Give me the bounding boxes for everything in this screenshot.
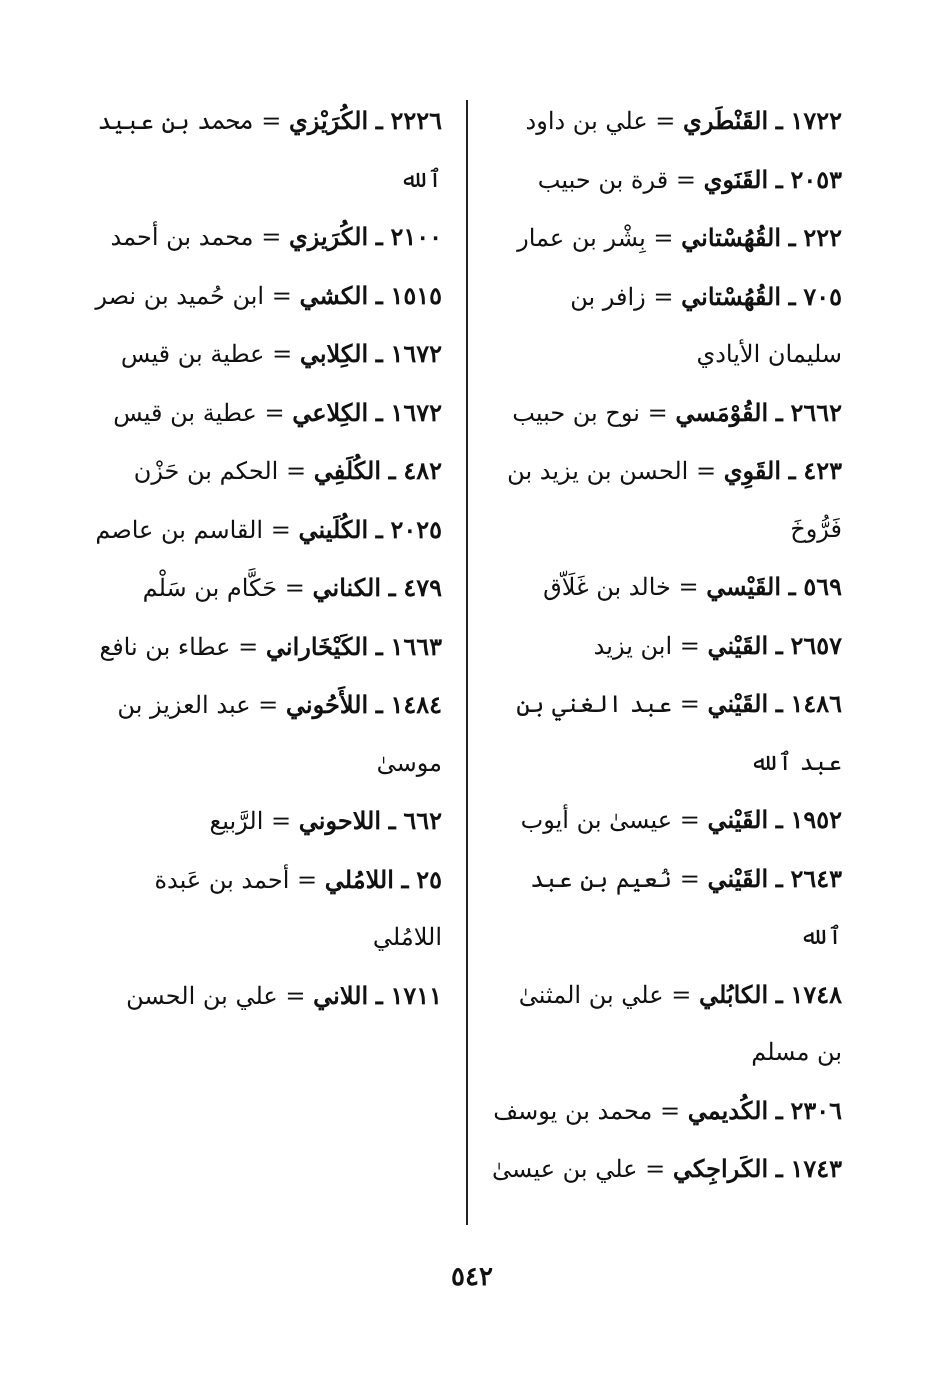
entry-name: علي بن عيسىٰ (492, 1155, 638, 1183)
entry-equals: = (270, 515, 291, 544)
index-entry (92, 967, 442, 1026)
entry-equals: = (655, 107, 676, 135)
entry-equals: = (645, 1155, 666, 1183)
entry-nisba: الكناني (312, 573, 382, 602)
right-column (490, 92, 842, 1199)
entry-nisba: القَيْسي (706, 572, 782, 601)
index-entry (92, 267, 442, 326)
entry-name: علي بن الحسن (126, 981, 278, 1010)
entry-equals: = (678, 573, 699, 601)
index-entry (92, 384, 442, 443)
entry-separator: ـ (788, 281, 796, 311)
entry-equals: = (272, 340, 293, 368)
entry-number: ١٩٥٢ (790, 805, 842, 834)
left-column (92, 92, 442, 1025)
entry-equals: = (679, 631, 700, 660)
index-entry (490, 268, 842, 384)
entry-separator: ـ (788, 223, 796, 252)
entry-name: عطية بن قيس (113, 398, 257, 427)
index-entry (92, 325, 442, 384)
entry-number: ٤٢٣ (803, 456, 842, 485)
entry-nisba: الكِلاعي (292, 397, 369, 427)
entry-number: ١٤٨٦ (790, 689, 842, 718)
page-number: ٥٤٢ (451, 1262, 493, 1292)
entry-separator: ـ (775, 863, 783, 893)
entry-name: عبد الغني بن عبد ٱلله (516, 690, 842, 776)
index-entry (92, 851, 442, 967)
entry-nisba: القَيْني (707, 630, 769, 660)
entry-separator: ـ (388, 456, 396, 485)
entry-number: ٢١٠٠ (390, 222, 442, 251)
entry-separator: ـ (775, 1095, 783, 1125)
entry-equals: = (261, 223, 282, 251)
entry-nisba: الكَيْخَاراني (265, 631, 369, 661)
entry-number: ١٦٧٢ (390, 397, 442, 427)
entry-separator: ـ (375, 690, 383, 719)
entry-name: نوح بن حبيب (512, 398, 640, 427)
entry-name: علي بن داود (525, 107, 648, 135)
entry-number: ١٤٨٤ (390, 690, 442, 719)
entry-nisba: الكِلابي (299, 339, 369, 368)
entry-number: ١٦٧٢ (390, 339, 442, 368)
column-divider (466, 100, 468, 1225)
index-entry (92, 442, 442, 501)
entry-name: عبد العزيز بن موسىٰ (117, 691, 442, 777)
entry-equals: = (261, 107, 282, 135)
index-entry (490, 442, 842, 558)
entry-separator: ـ (375, 106, 383, 135)
index-entry (490, 1140, 842, 1199)
index-entry (92, 676, 442, 792)
entry-number: ١٦٦٣ (390, 631, 442, 661)
entry-number: ٢٥ (416, 864, 442, 894)
entry-nisba: اللأَحُوني (285, 690, 369, 719)
entry-equals: = (258, 691, 279, 719)
entry-nisba: الكُديمي (687, 1095, 769, 1125)
entry-name: عيسىٰ بن أيوب (520, 806, 673, 834)
entry-number: ٤٧٩ (403, 573, 442, 602)
entry-nisba: القَوِي (723, 456, 782, 485)
entry-number: ٧٠٥ (803, 281, 842, 311)
entry-name: الحسن بن يزيد بن فَرُّوخَ (507, 457, 842, 543)
index-entry (490, 209, 842, 268)
entry-equals: = (653, 224, 674, 252)
entry-separator: ـ (775, 1154, 783, 1183)
entry-name: قرة بن حبيب (537, 165, 669, 194)
entry-equals: = (271, 807, 292, 835)
entry-nisba: الكَراجِكي (672, 1154, 769, 1183)
entry-separator: ـ (375, 514, 383, 544)
entry-number: ٢٢٢ (803, 223, 842, 252)
entry-separator: ـ (788, 456, 796, 485)
entry-separator: ـ (375, 397, 383, 427)
entry-separator: ـ (375, 631, 383, 661)
entry-equals: = (659, 1096, 681, 1125)
index-entry (490, 151, 842, 210)
entry-separator: ـ (775, 164, 783, 194)
index-entry (490, 791, 842, 850)
index-entry (92, 92, 442, 208)
entry-nisba: القَنَوي (703, 164, 769, 194)
index-entry (92, 501, 442, 560)
entry-equals: = (653, 282, 674, 311)
entry-nisba: الكُرَيزي (288, 222, 369, 251)
entry-separator: ـ (775, 689, 783, 718)
entry-separator: ـ (375, 339, 383, 368)
index-entry (490, 675, 842, 791)
entry-number: ٤٨٢ (403, 456, 442, 485)
entry-nisba: الكُلَيني (298, 514, 369, 544)
entry-nisba: القَيْني (707, 863, 769, 893)
entry-name: زافر بن سليمان الأيادي (570, 282, 842, 368)
entry-separator: ـ (775, 979, 783, 1009)
index-entry (92, 559, 442, 618)
entry-number: ١٧٤٣ (790, 1154, 842, 1183)
entry-separator: ـ (775, 630, 783, 660)
entry-separator: ـ (375, 222, 383, 251)
entry-nisba: القَيْني (707, 805, 769, 834)
entry-equals: = (285, 457, 307, 485)
entry-number: ٢٣٠٦ (790, 1095, 842, 1125)
entry-name: القاسم بن عاصم (95, 515, 264, 544)
entry-nisba: الكشي (299, 280, 369, 310)
entry-equals: = (675, 165, 696, 194)
entry-nisba: اللاحوني (298, 806, 382, 835)
index-entry (92, 208, 442, 267)
entry-number: ١٥١٥ (390, 280, 442, 310)
entry-name: عطية بن قيس (120, 340, 265, 368)
entry-separator: ـ (401, 864, 409, 894)
entry-name: ابن يزيد (593, 631, 673, 660)
entry-nisba: القُوْمَسي (675, 397, 769, 427)
entry-equals: = (679, 690, 700, 718)
entry-name: أحمد بن عَبدة اللامُلي (154, 865, 442, 951)
index-entry (92, 618, 442, 677)
index-entry (490, 966, 842, 1082)
index-entry (490, 558, 842, 617)
index-entry (490, 1082, 842, 1141)
entry-number: ٢٠٢٥ (390, 514, 442, 544)
entry-separator: ـ (388, 806, 396, 835)
entry-name: حَكَّام بن سَلْم (142, 574, 278, 602)
entry-nisba: القَيْني (707, 689, 769, 718)
index-entry (490, 384, 842, 443)
entry-nisba: القَنْطَري (683, 106, 769, 135)
entry-equals: = (264, 398, 285, 427)
entry-equals: = (671, 980, 692, 1009)
entry-number: ٦٦٢ (403, 806, 442, 835)
entry-name: بِشْر بن عمار (517, 224, 646, 252)
entry-equals: = (695, 457, 717, 485)
entry-nisba: اللامُلي (324, 864, 394, 894)
entry-number: ٢٦٥٧ (790, 630, 842, 660)
entry-number: ١٧٤٨ (790, 979, 842, 1009)
entry-separator: ـ (775, 397, 783, 427)
index-entry (490, 850, 842, 966)
entry-name: نُعيم بن عبد ٱلله (530, 864, 842, 950)
entry-separator: ـ (388, 573, 396, 602)
entry-equals: = (284, 574, 305, 602)
entry-name: محمد بن أحمد (110, 223, 254, 251)
entry-number: ٢٢٢٦ (390, 106, 442, 135)
entry-equals: = (647, 398, 668, 427)
entry-name: محمد بن عبيد ٱلله (97, 107, 442, 193)
entry-name: خالد بن غَلَاّق (543, 573, 671, 601)
entry-equals: = (679, 806, 700, 834)
entry-separator: ـ (775, 805, 783, 834)
entry-separator: ـ (788, 572, 796, 601)
entry-separator: ـ (775, 106, 783, 135)
entry-number: ٢٠٥٣ (790, 164, 842, 194)
entry-name: الحكم بن حَزْن (133, 457, 279, 485)
entry-nisba: اللاني (313, 980, 369, 1010)
entry-equals: = (271, 281, 292, 310)
entry-nisba: الكُلَفِي (313, 456, 382, 485)
entry-equals: = (297, 865, 318, 894)
entry-separator: ـ (375, 980, 383, 1010)
entry-name: الرَّبيع (209, 807, 264, 835)
entry-number: ٢٦٦٢ (790, 397, 842, 427)
entry-number: ١٧١١ (390, 980, 442, 1010)
entry-number: ١٧٢٢ (790, 106, 842, 135)
entry-name: علي بن المثنىٰ بن مسلم (518, 980, 842, 1066)
index-entry (490, 92, 842, 151)
entry-nisba: القُهُسْتاني (681, 223, 782, 252)
index-entry (490, 617, 842, 676)
index-entry (92, 792, 442, 851)
entry-name: ابن حُميد بن نصر (95, 281, 265, 310)
entry-equals: = (285, 981, 306, 1010)
entry-equals: = (238, 632, 259, 661)
entry-name: عطاء بن نافع (99, 632, 231, 661)
entry-nisba: الكُرَيْزي (288, 106, 369, 135)
entry-equals: = (679, 864, 700, 893)
entry-number: ٢٦٤٣ (790, 863, 842, 893)
entry-separator: ـ (375, 280, 383, 310)
entry-name: محمد بن يوسف (493, 1096, 653, 1125)
entry-number: ٥٦٩ (803, 572, 842, 601)
entry-nisba: الكابُلي (698, 979, 769, 1009)
entry-nisba: القُهُسْتاني (681, 281, 782, 311)
